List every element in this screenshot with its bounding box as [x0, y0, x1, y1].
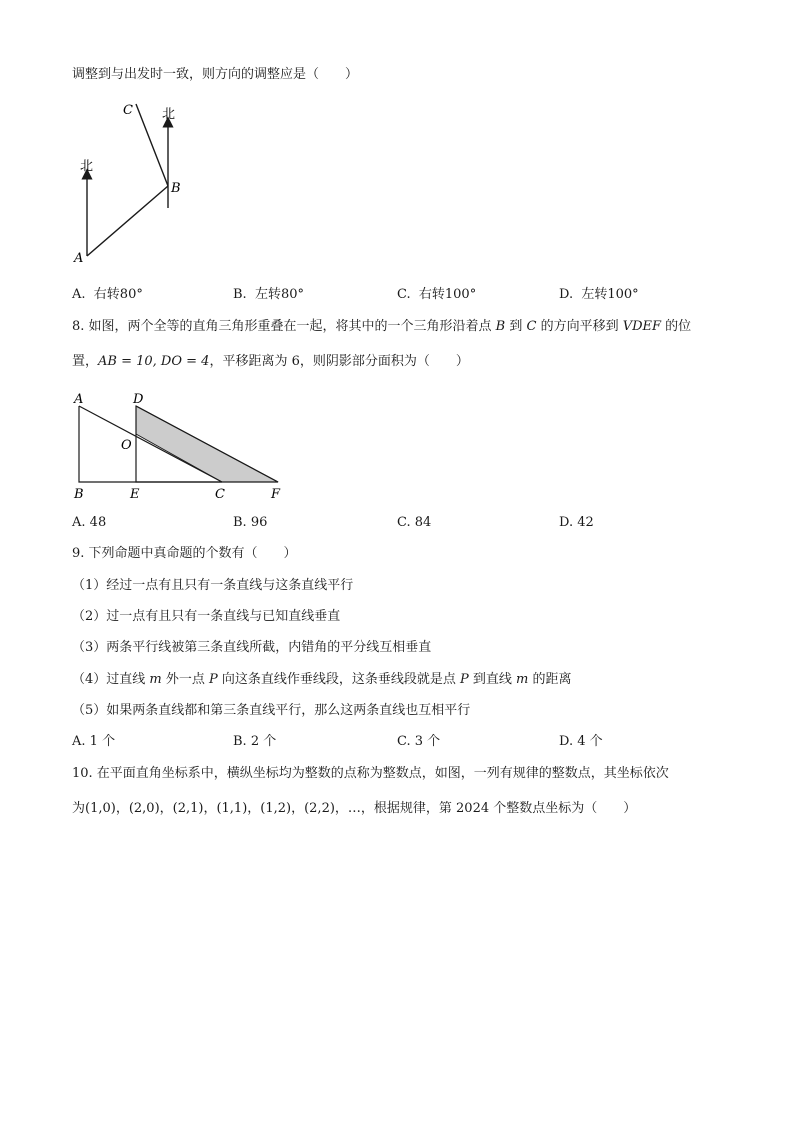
q7-stem: 调整到与出发时一致，则方向的调整应是（ ） — [72, 67, 359, 82]
label-d: D — [133, 392, 144, 407]
q8-stem-line2: 置，AB = 10, DO = 4，平移距离为 6，则阴影部分面积为（ ） — [72, 354, 469, 369]
q8-option-d: D. 42 — [559, 515, 594, 530]
q9-option-b: B. 2 个 — [233, 734, 277, 749]
q7-option-b: B. 左转80° — [233, 287, 304, 302]
point-label-a: A — [74, 251, 84, 266]
q9-statement-2: （2）过一点有且只有一条直线与已知直线垂直 — [72, 609, 341, 624]
q10-stem-line1: 10. 在平面直角坐标系中，横纵坐标均为整数的点称为整数点，如图，一列有规律的整数点，其坐标依次 — [72, 766, 669, 781]
q8-option-b: B. 96 — [233, 515, 268, 530]
q8-stem-line1: 8. 如图，两个全等的直角三角形重叠在一起，将其中的一个三角形沿着点 B 到 C 的方向平移到 VDEF 的位 — [72, 319, 692, 334]
segment-ab — [87, 186, 168, 256]
north-label-b: 北 — [162, 107, 176, 122]
point-label-b: B — [171, 181, 181, 196]
q10-stem-line2: 为(1,0)，(2,0)，(2,1)，(1,1)，(1,2)，(2,2)，…，根据规律，第 2024 个整数点坐标为（ ） — [72, 801, 637, 816]
q9-statement-4: （4）过直线 m 外一点 P 向这条直线作垂线段，这条垂线段就是点 P 到直线 m 的距离 — [72, 672, 572, 687]
q9-option-a: A. 1 个 — [72, 734, 116, 749]
q9-statement-3: （3）两条平行线被第三条直线所截，内错角的平分线互相垂直 — [72, 640, 432, 655]
q9-stem: 9. 下列命题中真命题的个数有（ ） — [72, 546, 297, 561]
point-label-c: C — [123, 103, 133, 118]
q9-statement-5: （5）如果两条直线都和第三条直线平行，那么这两条直线也互相平行 — [72, 703, 471, 718]
q9-option-d: D. 4 个 — [559, 734, 603, 749]
q7-option-a: A. 右转80° — [72, 287, 143, 302]
label-o: O — [121, 438, 132, 453]
q8-option-a: A. 48 — [72, 515, 107, 530]
label-a: A — [74, 392, 84, 407]
q7-option-d: D. 左转100° — [559, 287, 639, 302]
label-e: E — [130, 487, 140, 502]
north-label-a: 北 — [80, 159, 94, 174]
q9-statement-1: （1）经过一点有且只有一条直线与这条直线平行 — [72, 578, 354, 593]
label-f: F — [271, 487, 281, 502]
label-b: B — [74, 487, 84, 502]
q8-triangle-figure — [70, 388, 300, 503]
q7-direction-figure — [70, 98, 190, 268]
q9-option-c: C. 3 个 — [397, 734, 441, 749]
label-c: C — [215, 487, 225, 502]
q7-option-c: C. 右转100° — [397, 287, 477, 302]
q8-option-c: C. 84 — [397, 515, 432, 530]
